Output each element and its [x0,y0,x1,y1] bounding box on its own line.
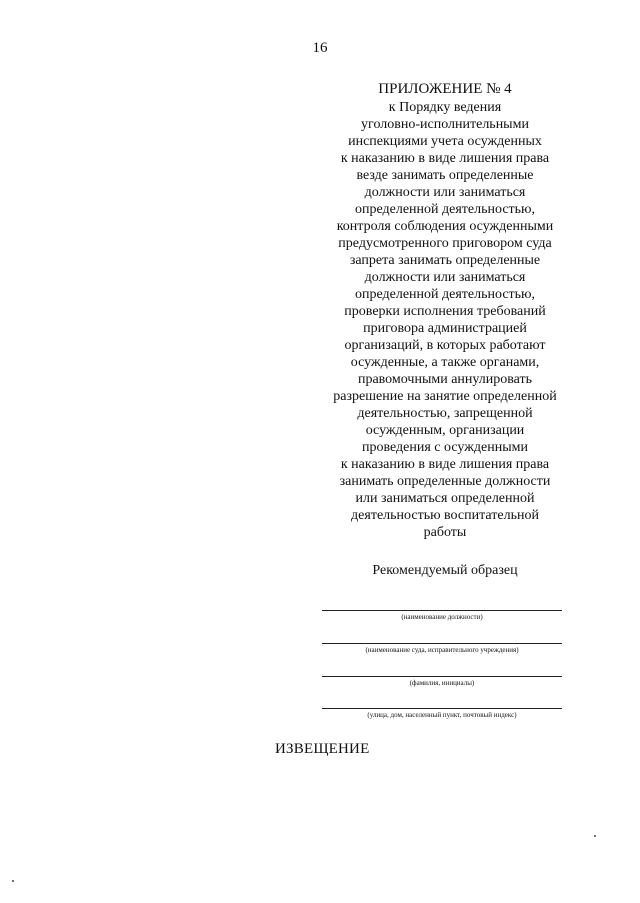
appendix-line: должности или заниматься [364,185,526,200]
appendix-line: правомочными аннулировать [357,372,533,387]
court-institution-field [322,643,562,657]
appendix-line: должности или заниматься [364,270,526,285]
appendix-line: или заниматься определенной [355,491,535,506]
appendix-line: инспекциями учета осужденных [348,134,542,149]
appendix-line: к Порядку ведения [388,100,502,115]
surname-initials-field [322,676,562,690]
surname-initials-field-caption: (фамилия, инициалы) [409,679,475,687]
court-institution-field-line [322,643,562,644]
appendix-line: осужденным, организации [365,423,525,438]
appendix-line: занимать определенные должности [339,474,551,489]
appendix-line: организаций, в которых работают [344,338,546,353]
appendix-line: осужденные, а также органами, [350,355,540,370]
address-field-caption: (улица, дом, населенный пункт, почтовый индекс) [367,711,517,719]
appendix-line: к наказанию в виде лишения права [340,151,550,166]
surname-initials-field-line [322,676,562,677]
recommended-sample-label: Рекомендуемый образец [372,563,518,578]
appendix-line: везде занимать определенные [356,168,534,183]
address-field [322,708,562,722]
address-field-line [322,708,562,709]
appendix-line: проверки исполнения требований [344,304,546,319]
court-institution-field-caption: (наименование суда, исправительного учреждения) [365,646,519,654]
position-field-line [322,610,562,611]
appendix-line: проведения с осужденными [362,440,528,455]
appendix-line: приговора администрацией [363,321,527,336]
appendix-line: уголовно-исполнительными [361,117,529,132]
appendix-line: работы [423,525,467,540]
appendix-title: ПРИЛОЖЕНИЕ № 4 [378,81,512,97]
appendix-line: деятельностью, запрещенной [357,406,533,421]
appendix-line: запрета занимать определенные [349,253,541,268]
appendix-line: к наказанию в виде лишения права [340,457,550,472]
appendix-line: контроля соблюдения осужденными [336,219,554,234]
page-number: 16 [312,40,328,56]
appendix-line: определенной деятельностью, [354,202,536,217]
position-field-caption: (наименование должности) [401,613,483,621]
notice-heading: ИЗВЕЩЕНИЕ [275,741,370,757]
appendix-line: определенной деятельностью, [354,287,536,302]
scan-artifact [594,835,596,837]
scan-artifact [12,880,14,882]
appendix-line: деятельностью воспитательной [351,508,539,523]
appendix-line: разрешение на занятие определенной [333,389,557,404]
appendix-line: предусмотренного приговором суда [338,236,552,251]
appendix-header [290,80,600,541]
position-field [322,610,562,624]
